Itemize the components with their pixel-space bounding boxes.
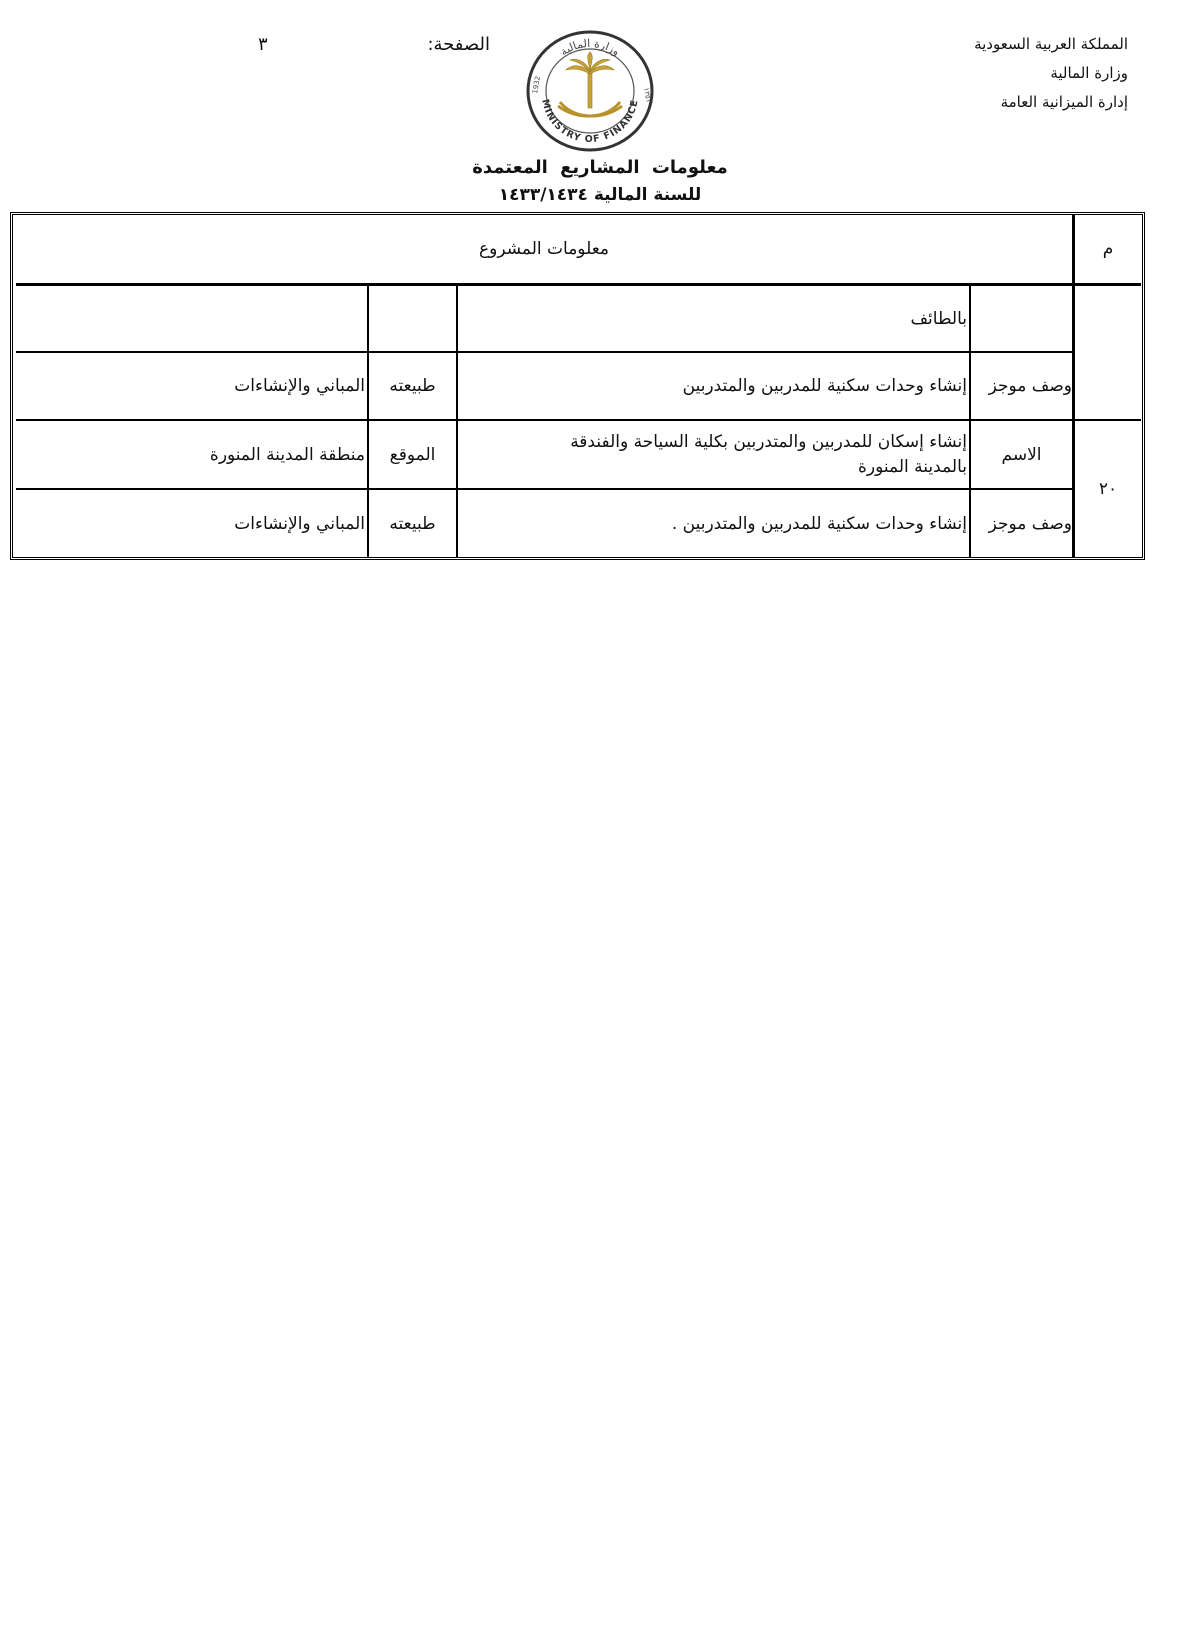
fiscal-year-subtitle: للسنة المالية ١٤٣٣/١٤٣٤ [498, 185, 702, 205]
nature-label: طبيعته [389, 513, 436, 534]
nature-value: المباني والإنشاءات [234, 513, 365, 534]
document-title-block [300, 154, 900, 208]
desc-value: إنشاء وحدات سكنية للمدربين والمتدربين . [671, 513, 967, 534]
name-value [458, 421, 967, 488]
seal-top-text: وزارة المالية [557, 36, 623, 59]
org-line-department: إدارة الميزانية العامة [1000, 93, 1128, 111]
row-index: ٢٠ [1098, 479, 1118, 499]
desc-value: إنشاء وحدات سكنية للمدربين والمتدربين [682, 376, 967, 396]
desc-label: وصف موجز [988, 513, 1072, 534]
document-title: معلومات المشاريع المعتمدة [472, 157, 728, 178]
name-continuation: بالطائف [910, 308, 967, 329]
organization-header [888, 30, 1128, 117]
seal-year-right: ١٣٥١ [642, 86, 653, 104]
page-label: الصفحة: [427, 34, 490, 55]
nature-value: المباني والإنشاءات [234, 376, 365, 396]
ministry-seal-icon [524, 28, 656, 154]
page-number: ٣ [258, 34, 268, 55]
index-column-header: م [1102, 239, 1114, 259]
location-value: منطقة المدينة المنورة [209, 444, 365, 465]
org-line-kingdom: المملكة العربية السعودية [974, 35, 1128, 53]
seal-year-left: 1932 [531, 75, 543, 95]
project-info-header: معلومات المشروع [478, 239, 610, 259]
name-value-line1: إنشاء إسكان للمدربين والمتدربين بكلية السياحة والفندقة [570, 431, 967, 452]
location-label: الموقع [389, 444, 436, 465]
seal-bottom-text: MINISTRY OF FINANCE [539, 98, 641, 146]
org-line-ministry: وزارة المالية [1050, 64, 1128, 82]
name-value-line2: بالمدينة المنورة [858, 456, 967, 477]
palm-swords-emblem-icon [558, 52, 622, 116]
nature-label: طبيعته [389, 376, 436, 396]
desc-label: وصف موجز [988, 376, 1072, 396]
name-label: الاسم [1001, 444, 1042, 465]
